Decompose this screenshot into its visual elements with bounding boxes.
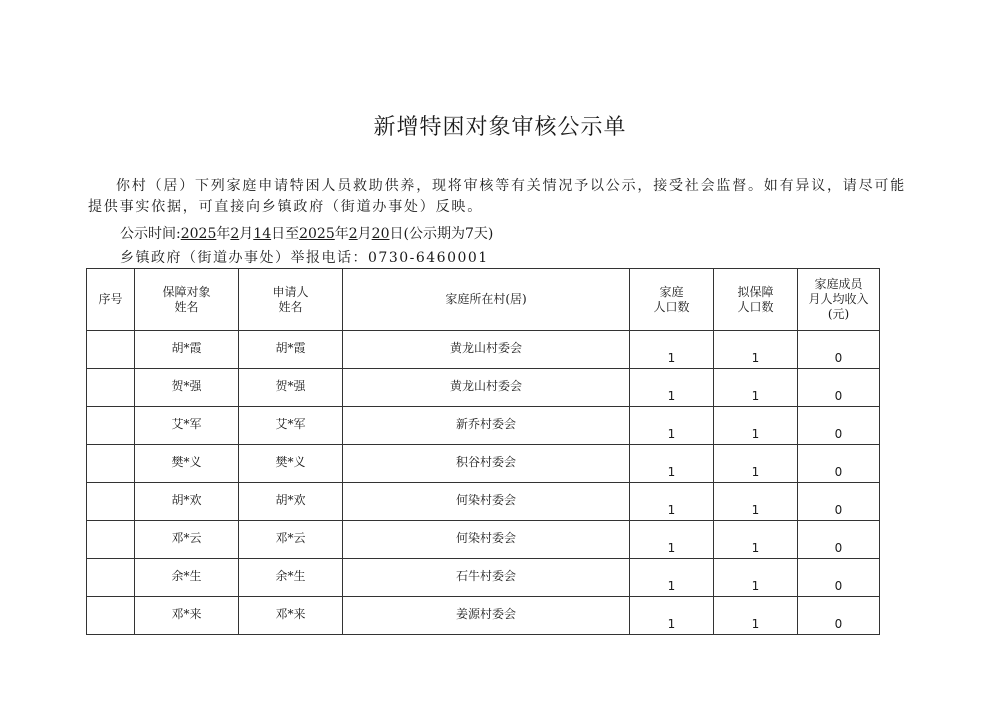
header-applicant-name: 申请人 姓名 [239,269,343,331]
cell-target-name: 樊*义 [135,445,239,483]
cell-village: 何染村委会 [343,483,630,521]
cell-target-name: 胡*霞 [135,331,239,369]
cell-target-name: 邓*来 [135,597,239,635]
cell-applicant-name: 邓*云 [239,521,343,559]
period-end-day-char: 日 [389,226,404,242]
cell-income: 0 [798,521,880,559]
cell-village: 新乔村委会 [343,407,630,445]
cell-target-name: 胡*欢 [135,483,239,521]
period-start-month: 2 [230,226,240,242]
cell-seq [87,369,135,407]
period-end-year: 2025 [299,226,335,242]
cell-income: 0 [798,597,880,635]
period-end-day: 20 [371,226,390,242]
cell-income: 0 [798,407,880,445]
cell-village: 黄龙山村委会 [343,369,630,407]
cell-seq [87,521,135,559]
cell-protected-size: 1 [714,521,798,559]
cell-income: 0 [798,559,880,597]
period-start-year: 2025 [180,226,217,242]
cell-seq [87,331,135,369]
cell-income: 0 [798,369,880,407]
cell-target-name: 余*生 [135,559,239,597]
cell-protected-size: 1 [714,369,798,407]
cell-applicant-name: 艾*军 [239,407,343,445]
table-row [87,521,880,559]
cell-household-size: 1 [630,445,714,483]
cell-household-size: 1 [630,521,714,559]
cell-applicant-name: 贺*强 [239,369,343,407]
period-day-char: 日 [271,226,286,242]
cell-target-name: 邓*云 [135,521,239,559]
cell-target-name: 艾*军 [135,407,239,445]
cell-protected-size: 1 [714,445,798,483]
notice-paragraph: 你村（居）下列家庭申请特困人员救助供养，现将审核等有关情况予以公示，接受社会监督。如有异议，请尽可能提供事实依据，可直接向乡镇政府（街道办事处）反映。 [88,178,906,215]
report-phone: 乡镇政府（街道办事处）举报电话：0730-6460001 [120,250,489,266]
cell-household-size: 1 [630,597,714,635]
cell-household-size: 1 [630,483,714,521]
cell-village: 黄龙山村委会 [343,331,630,369]
cell-village: 何染村委会 [343,521,630,559]
cell-protected-size: 1 [714,483,798,521]
page-title: 新增特困对象审核公示单 [373,115,627,140]
cell-village: 石牛村委会 [343,559,630,597]
publicity-period [120,223,493,243]
header-household-size: 家庭 人口数 [630,269,714,331]
cell-village: 姜源村委会 [343,597,630,635]
table-header-row [87,269,880,331]
cell-income: 0 [798,483,880,521]
table-row [87,407,880,445]
table-row [87,369,880,407]
cell-income: 0 [798,445,880,483]
table-row [87,331,880,369]
cell-seq [87,597,135,635]
cell-household-size: 1 [630,331,714,369]
cell-seq [87,407,135,445]
cell-applicant-name: 胡*欢 [239,483,343,521]
cell-household-size: 1 [630,407,714,445]
period-end-year-char: 年 [334,226,349,242]
cell-seq [87,445,135,483]
cell-household-size: 1 [630,369,714,407]
table-row [87,597,880,635]
period-month-char: 月 [239,226,254,242]
period-year-char: 年 [216,226,231,242]
table-row [87,445,880,483]
period-label: 公示时间: [120,226,181,242]
cell-village: 积谷村委会 [343,445,630,483]
cell-target-name: 贺*强 [135,369,239,407]
cell-household-size: 1 [630,559,714,597]
header-income: 家庭成员 月人均收入 (元) [798,269,880,331]
period-end-month-char: 月 [357,226,372,242]
cell-applicant-name: 胡*霞 [239,331,343,369]
header-village: 家庭所在村(居) [343,269,630,331]
cell-protected-size: 1 [714,597,798,635]
period-to: 至 [285,226,300,242]
cell-seq [87,559,135,597]
period-start-day: 14 [253,226,272,242]
cell-income: 0 [798,331,880,369]
cell-protected-size: 1 [714,559,798,597]
cell-applicant-name: 邓*来 [239,597,343,635]
period-note: (公示期为7天) [403,226,494,242]
header-target-name: 保障对象 姓名 [135,269,239,331]
cell-applicant-name: 余*生 [239,559,343,597]
cell-protected-size: 1 [714,407,798,445]
header-protected-size: 拟保障 人口数 [714,269,798,331]
table-row [87,559,880,597]
header-seq: 序号 [87,269,135,331]
period-end-month: 2 [348,226,358,242]
table-row [87,483,880,521]
cell-applicant-name: 樊*义 [239,445,343,483]
publicity-table [86,268,880,635]
cell-seq [87,483,135,521]
cell-protected-size: 1 [714,331,798,369]
